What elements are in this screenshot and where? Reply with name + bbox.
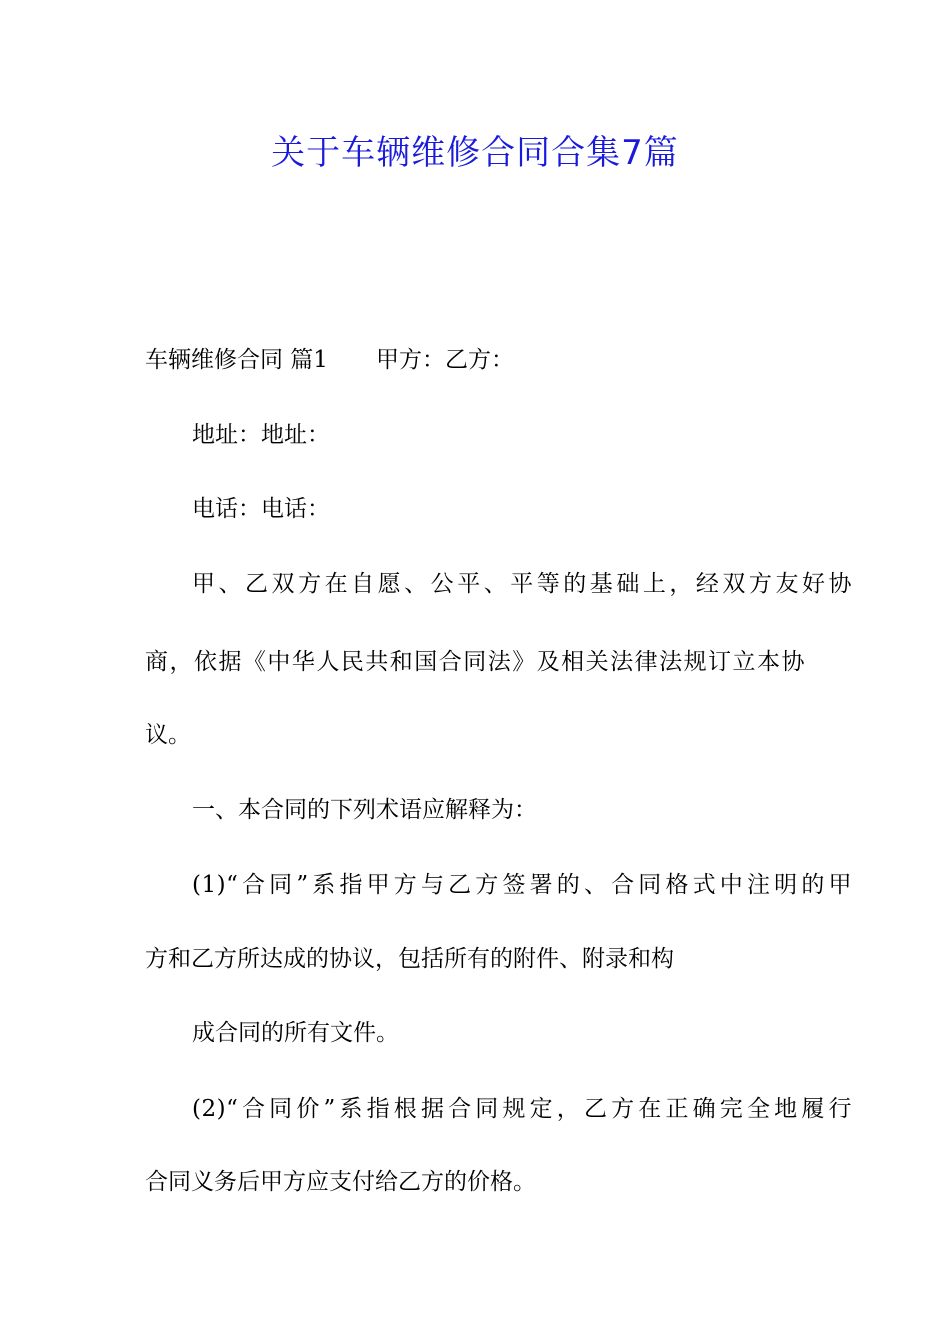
section-heading: 一、本合同的下列术语应解释为： [192, 797, 537, 823]
contract-heading: 车辆维修合同 篇1 [145, 347, 328, 373]
document-title: 关于车辆维修合同合集7篇 [271, 133, 679, 173]
phone-line: 电话：电话： [192, 496, 330, 522]
paragraph-line: (1)“合同”系指甲方与乙方签署的、合同格式中注明的甲 [192, 872, 852, 898]
paragraph-line: (2)“合同价”系指根据合同规定，乙方在正确完全地履行 [192, 1096, 852, 1122]
paragraph-line: 商，依据《中华人民共和国合同法》及相关法律法规订立本协 [145, 649, 805, 675]
contract-heading-line [145, 345, 805, 375]
party-labels: 甲方：乙方： [375, 347, 514, 373]
paragraph-line: 方和乙方所达成的协议，包括所有的附件、附录和构 [145, 946, 674, 972]
paragraph-line: 合同义务后甲方应支付给乙方的价格。 [145, 1169, 536, 1195]
paragraph-line: 议。 [145, 722, 191, 748]
paragraph-line: 甲、乙双方在自愿、公平、平等的基础上，经双方友好协 [192, 571, 852, 597]
address-line: 地址：地址： [192, 422, 330, 448]
paragraph-line: 成合同的所有文件。 [192, 1020, 399, 1046]
